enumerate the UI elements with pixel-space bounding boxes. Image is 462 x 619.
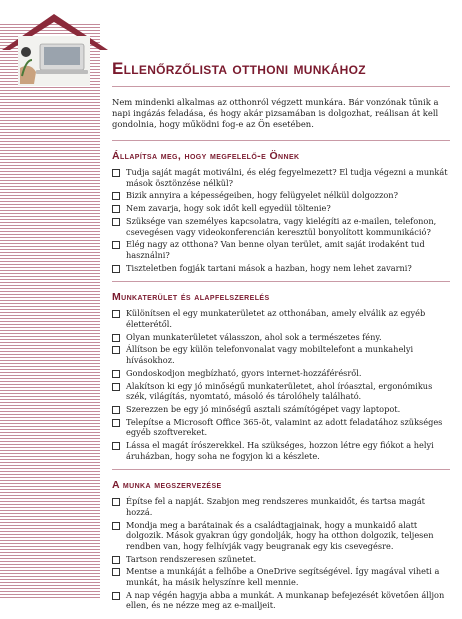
checkbox[interactable] [112, 522, 120, 530]
checkbox[interactable] [112, 334, 120, 342]
checklist-item: Szüksége van személyes kapcsolatra, vagy kielégíti az e-mailen, telefonon, csevegésen vagy videokonferencián keresztül bonyolított kommunikáció? [112, 216, 450, 237]
checklist-item: A nap végén hagyja abba a munkát. A munkanap befejezését követően álljon ellen, és ne nézze meg az e-mailjeit. [112, 590, 450, 611]
checklist-item: Különítsen el egy munkaterületet az otthonában, amely elválik az egyéb életterétől. [112, 308, 450, 329]
checkbox[interactable] [112, 442, 120, 450]
checkbox[interactable] [112, 265, 120, 273]
checklist-item: Szerezzen be egy jó minőségű asztali számítógépet vagy laptopot. [112, 404, 450, 415]
decorative-stripes [0, 0, 100, 600]
checklist-item: Építse fel a napját. Szabjon meg rendszeres munkaidőt, és tartsa magát hozzá. [112, 496, 450, 517]
section-suitability [112, 140, 450, 273]
checkbox[interactable] [112, 310, 120, 318]
checklist-item: Állítson be egy külön telefonvonalat vagy mobiltelefont a munkahelyi hívásokhoz. [112, 344, 450, 365]
checkbox[interactable] [112, 556, 120, 564]
checklist [112, 167, 450, 273]
checklist-item: Telepítse a Microsoft Office 365-öt, valamint az adott feladatához szükséges egyéb szoftvereket. [112, 417, 450, 438]
checkbox[interactable] [112, 192, 120, 200]
checklist-item: Alakítson ki egy jó minőségű munkaterületet, ahol íróasztal, ergonómikus szék, világítás, nyomtató, másoló és tárolóhely található. [112, 381, 450, 402]
checkbox[interactable] [112, 205, 120, 213]
house-photo-icon [0, 10, 112, 90]
checklist-item: Lássa el magát írószerekkel. Ha szükséges, hozzon létre egy fiókot a helyi áruházban, hogy soha ne fogyjon ki a készlete. [112, 440, 450, 461]
intro-paragraph: Nem mindenki alkalmas az otthonról végzett munkára. Bár vonzónak tűnik a napi ingázás feladása, és hogy akár pizsamában is dolgozhat, reálisan át kell gondolnia, hogy működni fog-e az Ön esetében. [112, 97, 439, 129]
checkbox[interactable] [112, 241, 120, 249]
section-organization [112, 469, 450, 611]
checkbox[interactable] [112, 498, 120, 506]
checkbox[interactable] [112, 370, 120, 378]
checkbox[interactable] [112, 568, 120, 576]
checklist-item: Mentse a munkáját a felhőbe a OneDrive segítségével. Így magával viheti a munkát, ha másik helyszínre kell mennie. [112, 566, 450, 587]
section-heading: A munka megszervezése [112, 469, 450, 492]
checklist-item: Bizik annyira a képességeiben, hogy felügyelet nélkül dolgozzon? [112, 190, 450, 201]
section-workspace [112, 281, 450, 461]
page-title: Ellenőrzőlista otthoni munkához [112, 58, 450, 87]
checklist [112, 308, 450, 461]
checkbox[interactable] [112, 592, 120, 600]
checklist-item: Nem zavarja, hogy sok időt kell egyedül töltenie? [112, 203, 450, 214]
checkbox[interactable] [112, 419, 120, 427]
checklist-item: Tartson rendszeresen szünetet. [112, 554, 450, 565]
checklist [112, 496, 450, 611]
checkbox[interactable] [112, 218, 120, 226]
checklist-item: Olyan munkaterületet válasszon, ahol sok a természetes fény. [112, 332, 450, 343]
checkbox[interactable] [112, 383, 120, 391]
section-heading: Állapítsa meg, hogy megfelelő-e Önnek [112, 140, 450, 163]
checklist-item: Elég nagy az otthona? Van benne olyan terület, amit saját irodaként tud használni? [112, 239, 450, 260]
checklist-item: Mondja meg a barátainak és a családtagjainak, hogy a munkaidő alatt dolgozik. Mások gyakran úgy gondolják, hogy ha otthon dolgozik, teljesen rendben van, hogy felhívják vagy beugranak egy kis csevegésre. [112, 520, 450, 552]
checkbox[interactable] [112, 169, 120, 177]
checklist-content [112, 58, 450, 619]
checklist-item: Gondoskodjon megbízható, gyors internet-hozzáférésről. [112, 368, 450, 379]
section-heading: Munkaterület és alapfelszerelés [112, 281, 450, 304]
checkbox[interactable] [112, 406, 120, 414]
checklist-item: Tudja saját magát motiválni, és elég fegyelmezett? El tudja végezni a munkát mások ösztönzése nélkül? [112, 167, 450, 188]
checklist-item: Tiszteletben fogják tartani mások a hazban, hogy nem lehet zavarni? [112, 263, 450, 274]
checkbox[interactable] [112, 346, 120, 354]
